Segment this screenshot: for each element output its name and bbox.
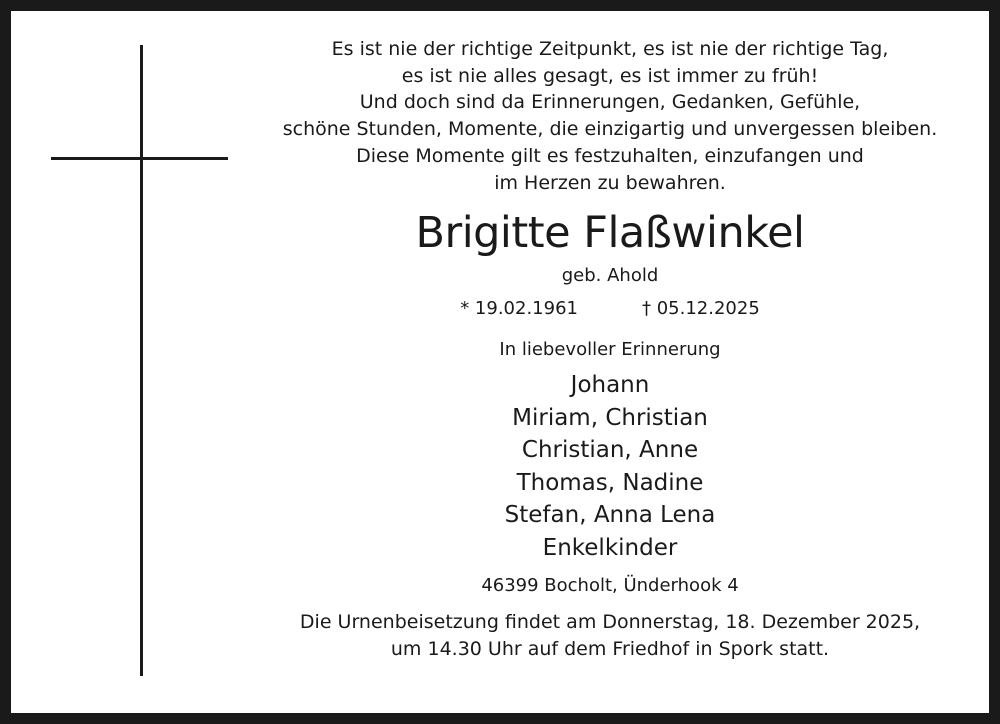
poem-line: Diese Momente gilt es festzuhalten, einzufangen und (356, 144, 864, 167)
mourner-item: Thomas, Nadine (516, 469, 704, 496)
mourner-item: Johann (570, 372, 650, 399)
memory-line: In liebevoller Erinnerung (499, 339, 721, 361)
mourner-item: Stefan, Anna Lena (504, 502, 716, 529)
mourners-list (240, 369, 980, 564)
poem-line: im Herzen zu bewahren. (494, 171, 726, 194)
cross-horizontal-bar (51, 157, 228, 160)
poem-line: schöne Stunden, Momente, die einzigartig und unvergessen bleiben. (282, 118, 938, 141)
life-dates (240, 298, 980, 320)
maiden-name: geb. Ahold (561, 265, 659, 287)
burial-info (240, 609, 980, 662)
poem-line: Es ist nie der richtige Zeitpunkt, es ist nie der richtige Tag, (331, 38, 889, 60)
poem-line: Und doch sind da Erinnerungen, Gedanken, Gefühle, (359, 91, 861, 114)
mourner-item: Enkelkinder (542, 534, 678, 561)
death-date: † 05.12.2025 (642, 298, 760, 320)
poem-line: es ist nie alles gesagt, es ist immer zu früh! (401, 64, 819, 87)
mourner-item: Miriam, Christian (512, 404, 708, 431)
burial-line: Die Urnenbeisetzung findet am Donnerstag, 18. Dezember 2025, (299, 611, 921, 634)
notice-text (240, 36, 980, 662)
deceased-name: Brigitte Flaßwinkel (415, 208, 805, 259)
family-address: 46399 Bocholt, Ünderhook 4 (481, 575, 739, 597)
burial-line: um 14.30 Uhr auf dem Friedhof in Spork statt. (390, 637, 830, 660)
poem (240, 36, 980, 196)
mourner-item: Christian, Anne (521, 437, 699, 464)
cross-vertical-bar (140, 45, 143, 676)
birth-date: * 19.02.1961 (460, 298, 578, 320)
